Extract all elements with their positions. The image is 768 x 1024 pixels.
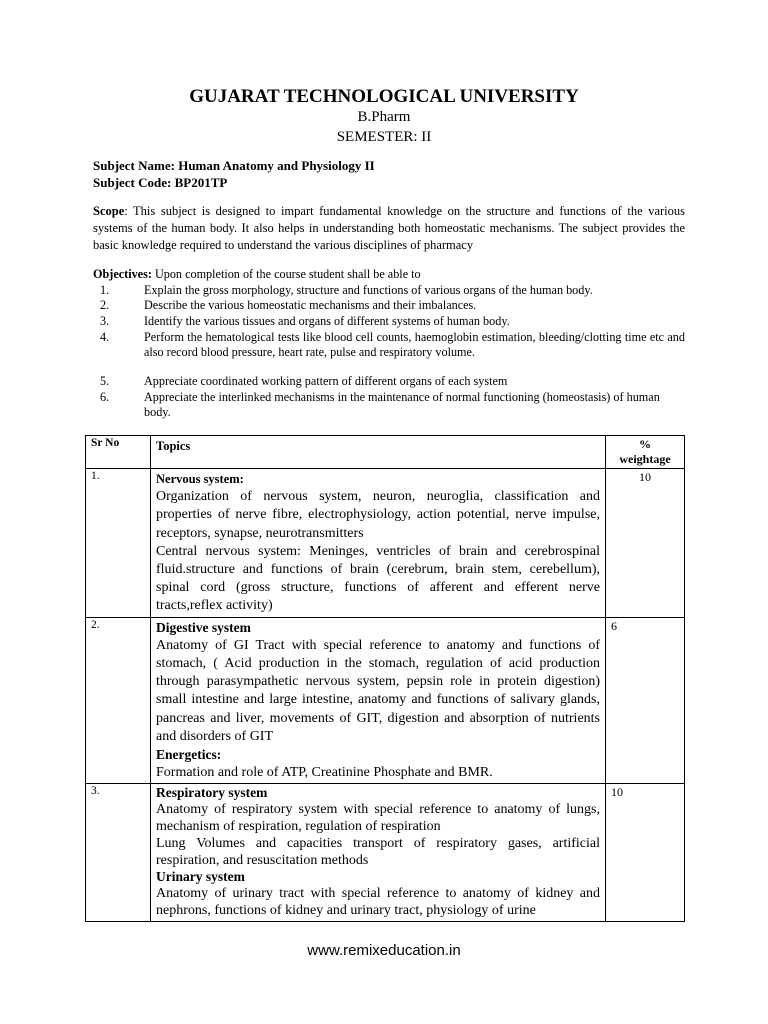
objective-number: 3. [100, 314, 110, 328]
objective-number: 6. [100, 390, 110, 404]
topic-paragraph: Anatomy of urinary tract with special reference to anatomy of kidney and nephrons, functions of kidney and urinary tract, physiology of urine [156, 886, 600, 919]
topic-paragraph: Formation and role of ATP, Creatinine Phosphate and BMR. [156, 765, 493, 781]
objective-number: 4. [100, 330, 110, 344]
row-weight: 10 [606, 784, 685, 921]
table-header-row [86, 436, 685, 469]
topic-paragraph: Anatomy of respiratory system with special reference to anatomy of lungs, mechanism of respiration, regulation of respiration [156, 802, 600, 835]
row-topics [151, 617, 606, 784]
subject-code: Subject Code: BP201TP [93, 175, 228, 190]
objective-number: 5. [100, 374, 110, 388]
table-row [86, 784, 685, 921]
objective-text: Explain the gross morphology, structure and functions of various organs of the human body. [144, 283, 593, 297]
row-weight: 6 [606, 617, 685, 784]
syllabus-table [85, 435, 685, 922]
topic-title: Digestive system [156, 619, 251, 635]
objective-number: 1. [100, 283, 110, 297]
topic-paragraph: Central nervous system: Meninges, ventricles of brain and cerebrospinal fluid.structure and functions of brain (cerebrum, brain stem, cerebellum), spinal cord (gross structure, functions of afferent and efferent nerve tracts,reflex activity) [156, 543, 600, 614]
topic-paragraph: Lung Volumes and capacities transport of respiratory gases, artificial respiration, and resuscitation methods [156, 835, 600, 868]
topic-paragraph: Organization of nervous system, neuron, neuroglia, classification and properties of nerve fibre, electrophysiology, action potential, nerve impulse, receptors, synapse, neurotransmitters [156, 489, 600, 541]
objective-text: Appreciate the interlinked mechanisms in the maintenance of normal functioning (homeostasis) of human body. [144, 390, 660, 419]
objective-text: Perform the hematological tests like blood cell counts, haemoglobin estimation, bleeding/clotting time etc and also record blood pressure, heart rate, pulse and respiratory volume. [144, 330, 685, 359]
header-topics: Topics [151, 436, 606, 469]
table-row [86, 469, 685, 618]
objective-text: Appreciate coordinated working pattern of different organs of each system [144, 374, 508, 388]
semester-label: SEMESTER: II [336, 129, 432, 145]
row-sr-no: 1. [86, 469, 151, 618]
objectives-label: Objectives: [93, 267, 152, 281]
program-name: B.Pharm [357, 109, 411, 125]
table-row [86, 617, 685, 784]
objective-number: 2. [100, 298, 110, 312]
topic-title: Nervous system: [156, 472, 244, 486]
row-sr-no: 3. [86, 784, 151, 921]
scope-text: : This subject is designed to impart fundamental knowledge on the structure and functions of the various systems of the human body. It also helps in understanding both homeostatic mechanisms. The subject provides the basic knowledge required to understand the various disciplines of pharmacy [93, 204, 685, 252]
row-weight: 10 [606, 469, 685, 618]
university-title: GUJARAT TECHNOLOGICAL UNIVERSITY [189, 86, 579, 107]
header-sr-no: Sr No [86, 436, 151, 469]
footer-website: www.remixeducation.in [307, 942, 461, 959]
header-weightage [606, 436, 685, 469]
topic-paragraph: Anatomy of GI Tract with special reference to anatomy and functions of stomach, ( Acid production in the stomach, regulation of acid production through parasympathetic nervous system, pepsin role in protein digestion) small intestine and large intestine, anatomy and functions of salivary glands, pancreas and liver, movements of GIT, digestion and absorption of nutrients and disorders of GIT [156, 637, 600, 744]
topic-subtitle: Energetics: [156, 747, 222, 763]
subject-name: Subject Name: Human Anatomy and Physiology II [93, 158, 375, 173]
topic-subtitle: Urinary system [156, 869, 245, 885]
row-topics [151, 784, 606, 921]
objectives-intro: Upon completion of the course student shall be able to [151, 267, 421, 281]
topic-title: Respiratory system [156, 785, 268, 801]
objective-text: Describe the various homeostatic mechanisms and their imbalances. [144, 298, 477, 312]
row-topics [151, 469, 606, 618]
scope-paragraph [93, 203, 685, 254]
objectives-heading [93, 267, 421, 282]
objective-text: Identify the various tissues and organs of different systems of human body. [144, 314, 510, 328]
header-weight-percent: % [639, 437, 651, 451]
scope-label: Scope [93, 204, 125, 218]
row-sr-no: 2. [86, 617, 151, 784]
header-weight-label: weightage [619, 452, 671, 466]
